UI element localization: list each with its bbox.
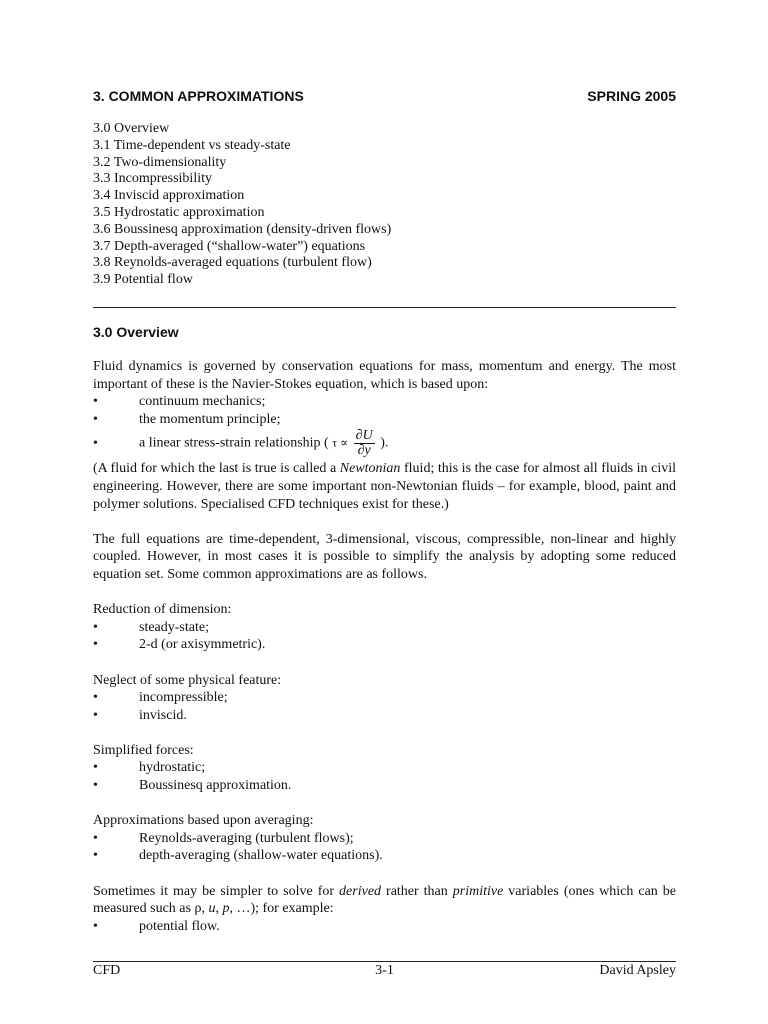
newtonian-paragraph: (A fluid for which the last is true is called a Newtonian fluid; this is the case for almost all fluids in civil engineering. However, there are some important non-Newtonian fluids – for example, blood, paint and polymer solutions. Specialised CFD techniques exist for these.) <box>93 461 676 512</box>
list-item <box>93 830 676 848</box>
page-header <box>93 88 676 104</box>
bullet: • <box>93 830 98 846</box>
bullet: • <box>93 778 98 794</box>
list-item <box>93 424 676 462</box>
bullet: • <box>93 690 98 706</box>
group-title: Neglect of some physical feature: <box>93 672 282 688</box>
list-item <box>93 777 676 795</box>
toc-item: 3.3 Incompressibility <box>93 171 212 187</box>
bullet: • <box>93 637 98 653</box>
table-of-contents <box>93 121 391 289</box>
section-body <box>93 358 676 935</box>
list-item-text: continuum mechanics; <box>139 394 266 410</box>
list-item <box>93 707 676 725</box>
emphasis-newtonian: Newtonian <box>339 461 401 477</box>
derived-paragraph: Sometimes it may be simpler to solve for derived rather than primitive variables (ones which can be measured such as ρ, u, p, …); for example: <box>93 883 676 917</box>
list-item-text: the momentum principle; <box>139 411 281 427</box>
group-title: Reduction of dimension: <box>93 602 232 618</box>
list-item-text: hydrostatic; <box>139 760 206 776</box>
chapter-title: 3. COMMON APPROXIMATIONS <box>93 88 304 104</box>
fraction-denominator: ∂y <box>357 442 371 458</box>
full-equations-paragraph: The full equations are time-dependent, 3-dimensional, viscous, compressible, non-linear and highly coupled. However, in most cases it is possible to simplify the analysis by adopting some reduced equation set. Some common approximations are as follows. <box>93 531 676 582</box>
bullet: • <box>93 918 98 934</box>
list-item-text: inviscid. <box>139 707 187 723</box>
list-item <box>93 393 676 411</box>
footer-divider <box>93 961 676 962</box>
toc-item: 3.0 Overview <box>93 121 170 136</box>
bullet: • <box>93 435 98 451</box>
bullet: • <box>93 411 98 427</box>
page-footer <box>93 963 676 979</box>
group-title: Simplified forces: <box>93 742 194 758</box>
fraction-numerator: ∂U <box>355 427 373 443</box>
toc-item: 3.2 Two-dimensionality <box>93 154 227 170</box>
toc-item: 3.9 Potential flow <box>93 272 193 288</box>
horizontal-divider <box>93 307 676 308</box>
bullet: • <box>93 848 98 864</box>
list-item-text: 2-d (or axisymmetric). <box>139 637 266 653</box>
section-heading: 3.0 Overview <box>93 324 179 340</box>
variable-u: u <box>208 901 216 917</box>
list-item <box>93 918 676 936</box>
bullet: • <box>93 619 98 635</box>
list-item <box>93 759 676 777</box>
list-item-text: steady-state; <box>139 619 209 635</box>
list-item-text: Reynolds-averaging (turbulent flows); <box>139 830 354 846</box>
list-item-text: a linear stress-strain relationship ( τ ∝ $\frac{\partial U}{\partial y}$ ). <box>139 427 389 458</box>
list-item-text: Boussinesq approximation. <box>139 778 292 794</box>
bullet: • <box>93 394 98 410</box>
bullet: • <box>93 707 98 723</box>
list-item <box>93 847 676 865</box>
page-number: 3-1 <box>375 963 394 978</box>
bullet: • <box>93 760 98 776</box>
footer-course: CFD <box>93 963 121 978</box>
intro-paragraph: Fluid dynamics is governed by conservation equations for mass, momentum and energy. The most important of these is the Navier-Stokes equation, which is based upon: <box>93 359 676 392</box>
toc-item: 3.8 Reynolds-averaged equations (turbulent flow) <box>93 255 372 271</box>
list-item <box>93 636 676 654</box>
tau-symbol: τ ∝ <box>332 435 349 450</box>
toc-item: 3.7 Depth-averaged (“shallow-water”) equations <box>93 238 366 254</box>
derivative-fraction <box>354 429 375 458</box>
variable-p: p <box>222 901 230 917</box>
list-item <box>93 689 676 707</box>
emphasis-primitive: primitive <box>452 883 504 899</box>
emphasis-derived: derived <box>339 883 382 899</box>
toc-item: 3.5 Hydrostatic approximation <box>93 204 265 220</box>
toc-item: 3.6 Boussinesq approximation (density-driven flows) <box>93 221 392 237</box>
toc-item: 3.1 Time-dependent vs steady-state <box>93 137 291 153</box>
term-label: SPRING 2005 <box>587 88 676 104</box>
group-title: Approximations based upon averaging: <box>93 813 314 829</box>
list-item-text: potential flow. <box>139 918 220 934</box>
list-item-text: incompressible; <box>139 690 228 706</box>
list-item <box>93 619 676 637</box>
footer-author: David Apsley <box>599 963 676 978</box>
list-item-text: depth-averaging (shallow-water equations). <box>139 848 383 864</box>
toc-item: 3.4 Inviscid approximation <box>93 188 245 204</box>
